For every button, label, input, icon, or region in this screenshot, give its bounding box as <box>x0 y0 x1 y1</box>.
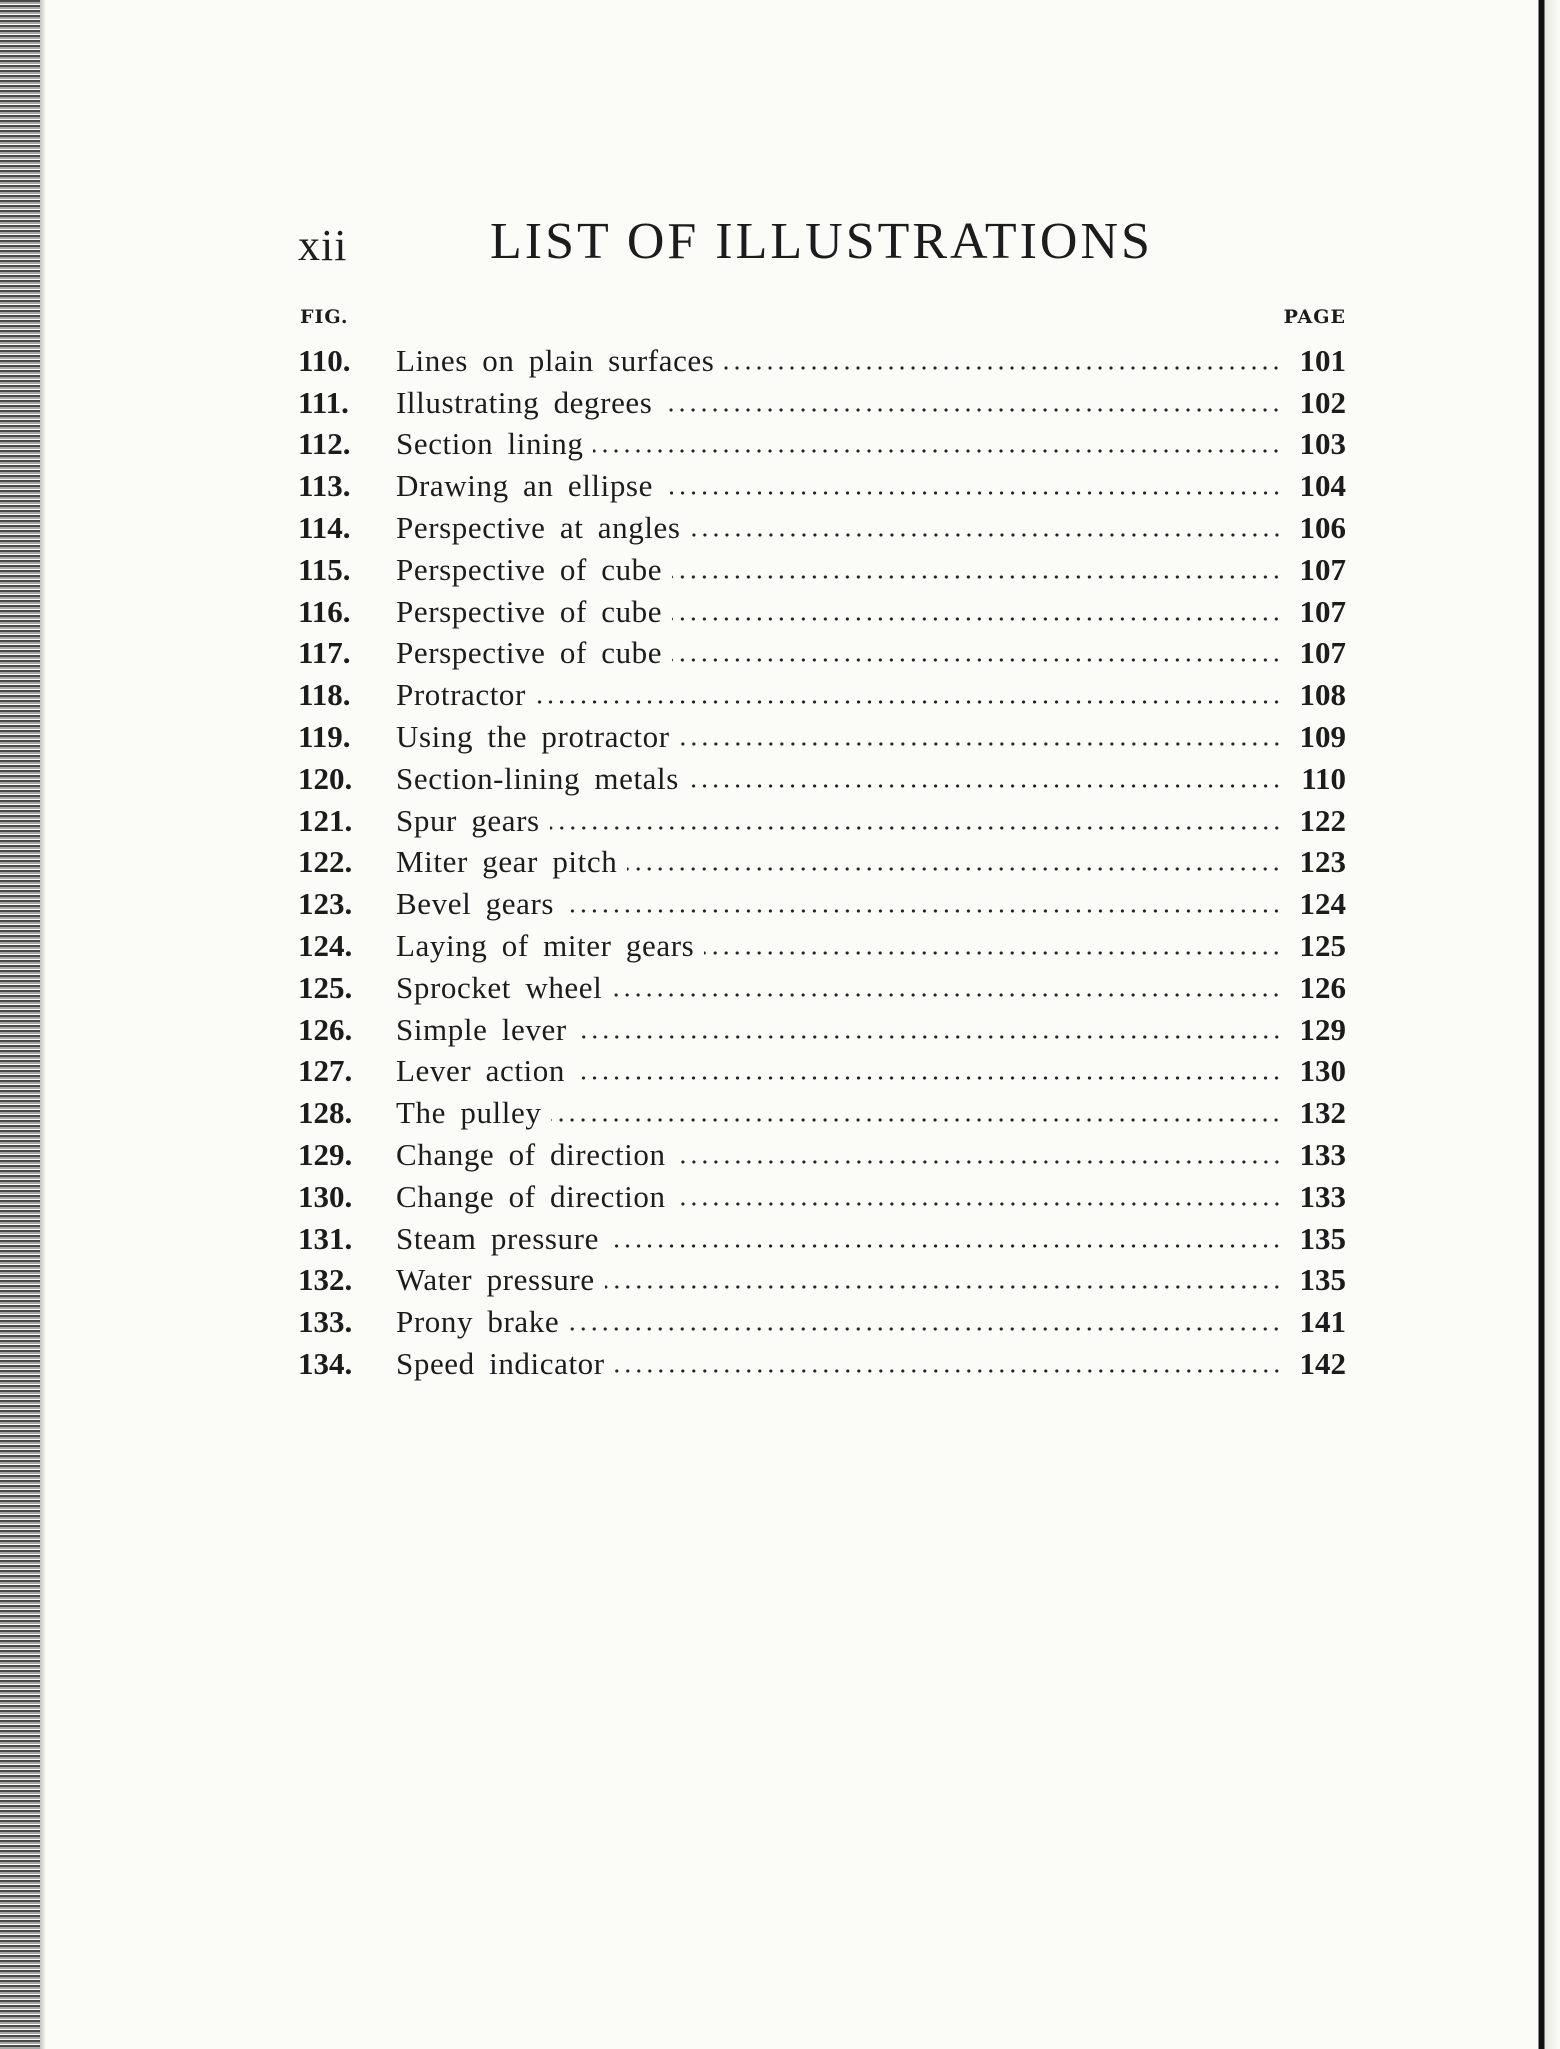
dot-leader <box>550 824 1282 832</box>
figure-number: 119. <box>298 719 351 755</box>
list-item <box>298 758 1346 800</box>
figure-number: 114. <box>298 510 351 546</box>
figure-number: 117. <box>298 635 351 671</box>
dot-leader <box>676 1158 1282 1166</box>
list-item <box>298 1343 1346 1385</box>
page-reference: 122 <box>1299 802 1346 838</box>
figure-title: Perspective of cube <box>396 593 663 629</box>
list-item <box>298 340 1346 382</box>
book-binding-edge <box>0 0 40 2049</box>
figure-title: Section-lining metals <box>396 760 679 796</box>
figure-title: Sprocket wheel <box>396 969 603 1005</box>
dot-leader <box>689 782 1282 790</box>
dot-leader <box>605 1283 1282 1291</box>
figure-title: Perspective of cube <box>396 635 663 671</box>
figure-number: 118. <box>298 677 351 713</box>
dot-leader <box>724 364 1282 372</box>
page-reference: 135 <box>1299 1262 1346 1298</box>
figure-number: 125. <box>298 969 353 1005</box>
figure-number: 128. <box>298 1095 353 1131</box>
list-item <box>298 1176 1346 1218</box>
dot-leader <box>569 1325 1282 1333</box>
dot-leader <box>575 1074 1282 1082</box>
figure-title: Using the protractor <box>396 719 670 755</box>
dot-leader <box>680 740 1282 748</box>
list-item <box>298 633 1346 675</box>
figure-title: Bevel gears <box>396 886 555 922</box>
list-item <box>298 674 1346 716</box>
page-reference: 103 <box>1299 426 1346 462</box>
page-title: LIST OF ILLUSTRATIONS <box>490 213 1153 270</box>
figure-title: Drawing an ellipse <box>396 468 653 504</box>
figure-title: Laying of miter gears <box>396 928 695 964</box>
figure-number: 112. <box>298 426 351 462</box>
figure-number: 134. <box>298 1346 353 1382</box>
list-item <box>298 549 1346 591</box>
list-item <box>298 967 1346 1009</box>
figure-number: 127. <box>298 1053 353 1089</box>
figure-number: 123. <box>298 886 353 922</box>
page-right-edge <box>1530 0 1560 2049</box>
list-item <box>298 1051 1346 1093</box>
page-column-header: PAGE <box>1283 306 1346 328</box>
page-reference: 126 <box>1299 969 1346 1005</box>
page-header <box>298 212 1346 282</box>
dot-leader <box>615 1367 1282 1375</box>
dot-leader <box>672 573 1282 581</box>
list-item <box>298 1301 1346 1343</box>
page-reference: 125 <box>1299 928 1346 964</box>
list-item <box>298 842 1346 884</box>
dot-leader <box>593 447 1282 455</box>
figure-title: Perspective of cube <box>396 551 663 587</box>
dot-leader <box>627 865 1282 873</box>
column-headers <box>298 306 1346 330</box>
figure-number: 110. <box>298 342 351 378</box>
list-item <box>298 1092 1346 1134</box>
figure-number: 124. <box>298 928 353 964</box>
list-item <box>298 382 1346 424</box>
list-item <box>298 883 1346 925</box>
figure-title: Section lining <box>396 426 584 462</box>
list-item <box>298 465 1346 507</box>
list-item <box>298 591 1346 633</box>
figure-title: Change of direction <box>396 1178 666 1214</box>
page-reference: 135 <box>1299 1220 1346 1256</box>
dot-leader <box>662 406 1282 414</box>
list-item <box>298 800 1346 842</box>
page-number: xii <box>298 221 348 270</box>
figure-title: Spur gears <box>396 802 540 838</box>
dot-leader <box>564 907 1282 915</box>
page-reference: 109 <box>1299 719 1346 755</box>
figure-title: Water pressure <box>396 1262 595 1298</box>
figure-title: Simple lever <box>396 1011 567 1047</box>
figure-title: Speed indicator <box>396 1346 605 1382</box>
figure-number: 130. <box>298 1178 353 1214</box>
figure-number: 113. <box>298 468 351 504</box>
figure-number: 133. <box>298 1304 353 1340</box>
page-reference: 108 <box>1299 677 1346 713</box>
page-reference: 107 <box>1299 635 1346 671</box>
page-reference: 129 <box>1299 1011 1346 1047</box>
figure-title: Lever action <box>396 1053 565 1089</box>
dot-leader <box>672 656 1282 664</box>
figure-title: Prony brake <box>396 1304 560 1340</box>
figure-title: Perspective at angles <box>396 510 681 546</box>
list-item <box>298 1134 1346 1176</box>
dot-leader <box>577 1033 1282 1041</box>
page-reference: 142 <box>1299 1346 1346 1382</box>
dot-leader <box>672 615 1282 623</box>
page-reference: 130 <box>1299 1053 1346 1089</box>
figure-title: Miter gear pitch <box>396 844 618 880</box>
dot-leader <box>676 1200 1282 1208</box>
figure-number: 131. <box>298 1220 353 1256</box>
list-item <box>298 1009 1346 1051</box>
page-reference: 110 <box>1301 760 1346 796</box>
list-item <box>298 507 1346 549</box>
figure-number: 126. <box>298 1011 353 1047</box>
figure-title: Protractor <box>396 677 526 713</box>
list-item <box>298 1218 1346 1260</box>
figure-title: Change of direction <box>396 1137 666 1173</box>
list-item <box>298 716 1346 758</box>
list-item <box>298 424 1346 466</box>
figure-title: Steam pressure <box>396 1220 599 1256</box>
figure-number: 115. <box>298 551 351 587</box>
page-reference: 133 <box>1299 1178 1346 1214</box>
dot-leader <box>663 489 1282 497</box>
page-reference: 101 <box>1299 342 1346 378</box>
figure-title: Lines on plain surfaces <box>396 342 715 378</box>
dot-leader <box>612 991 1282 999</box>
figure-number: 116. <box>298 593 351 629</box>
figure-number: 120. <box>298 760 353 796</box>
fig-column-header: FIG. <box>300 306 349 328</box>
dot-leader <box>609 1242 1282 1250</box>
illustrations-list <box>298 340 1346 1385</box>
figure-number: 111. <box>298 384 349 420</box>
page-reference: 107 <box>1299 551 1346 587</box>
figure-title: The pulley <box>396 1095 542 1131</box>
dot-leader <box>536 698 1282 706</box>
figure-title: Illustrating degrees <box>396 384 653 420</box>
page-reference: 107 <box>1299 593 1346 629</box>
figure-number: 132. <box>298 1262 353 1298</box>
list-item <box>298 925 1346 967</box>
figure-number: 129. <box>298 1137 353 1173</box>
page-reference: 102 <box>1299 384 1346 420</box>
page-reference: 123 <box>1299 844 1346 880</box>
list-item <box>298 1260 1346 1302</box>
page-reference: 104 <box>1299 468 1346 504</box>
figure-number: 122. <box>298 844 353 880</box>
page-reference: 141 <box>1299 1304 1346 1340</box>
dot-leader <box>691 531 1282 539</box>
page-reference: 132 <box>1299 1095 1346 1131</box>
page-reference: 133 <box>1299 1137 1346 1173</box>
page-reference: 106 <box>1299 510 1346 546</box>
figure-number: 121. <box>298 802 353 838</box>
dot-leader <box>704 949 1282 957</box>
dot-leader <box>551 1116 1282 1124</box>
page-reference: 124 <box>1299 886 1346 922</box>
